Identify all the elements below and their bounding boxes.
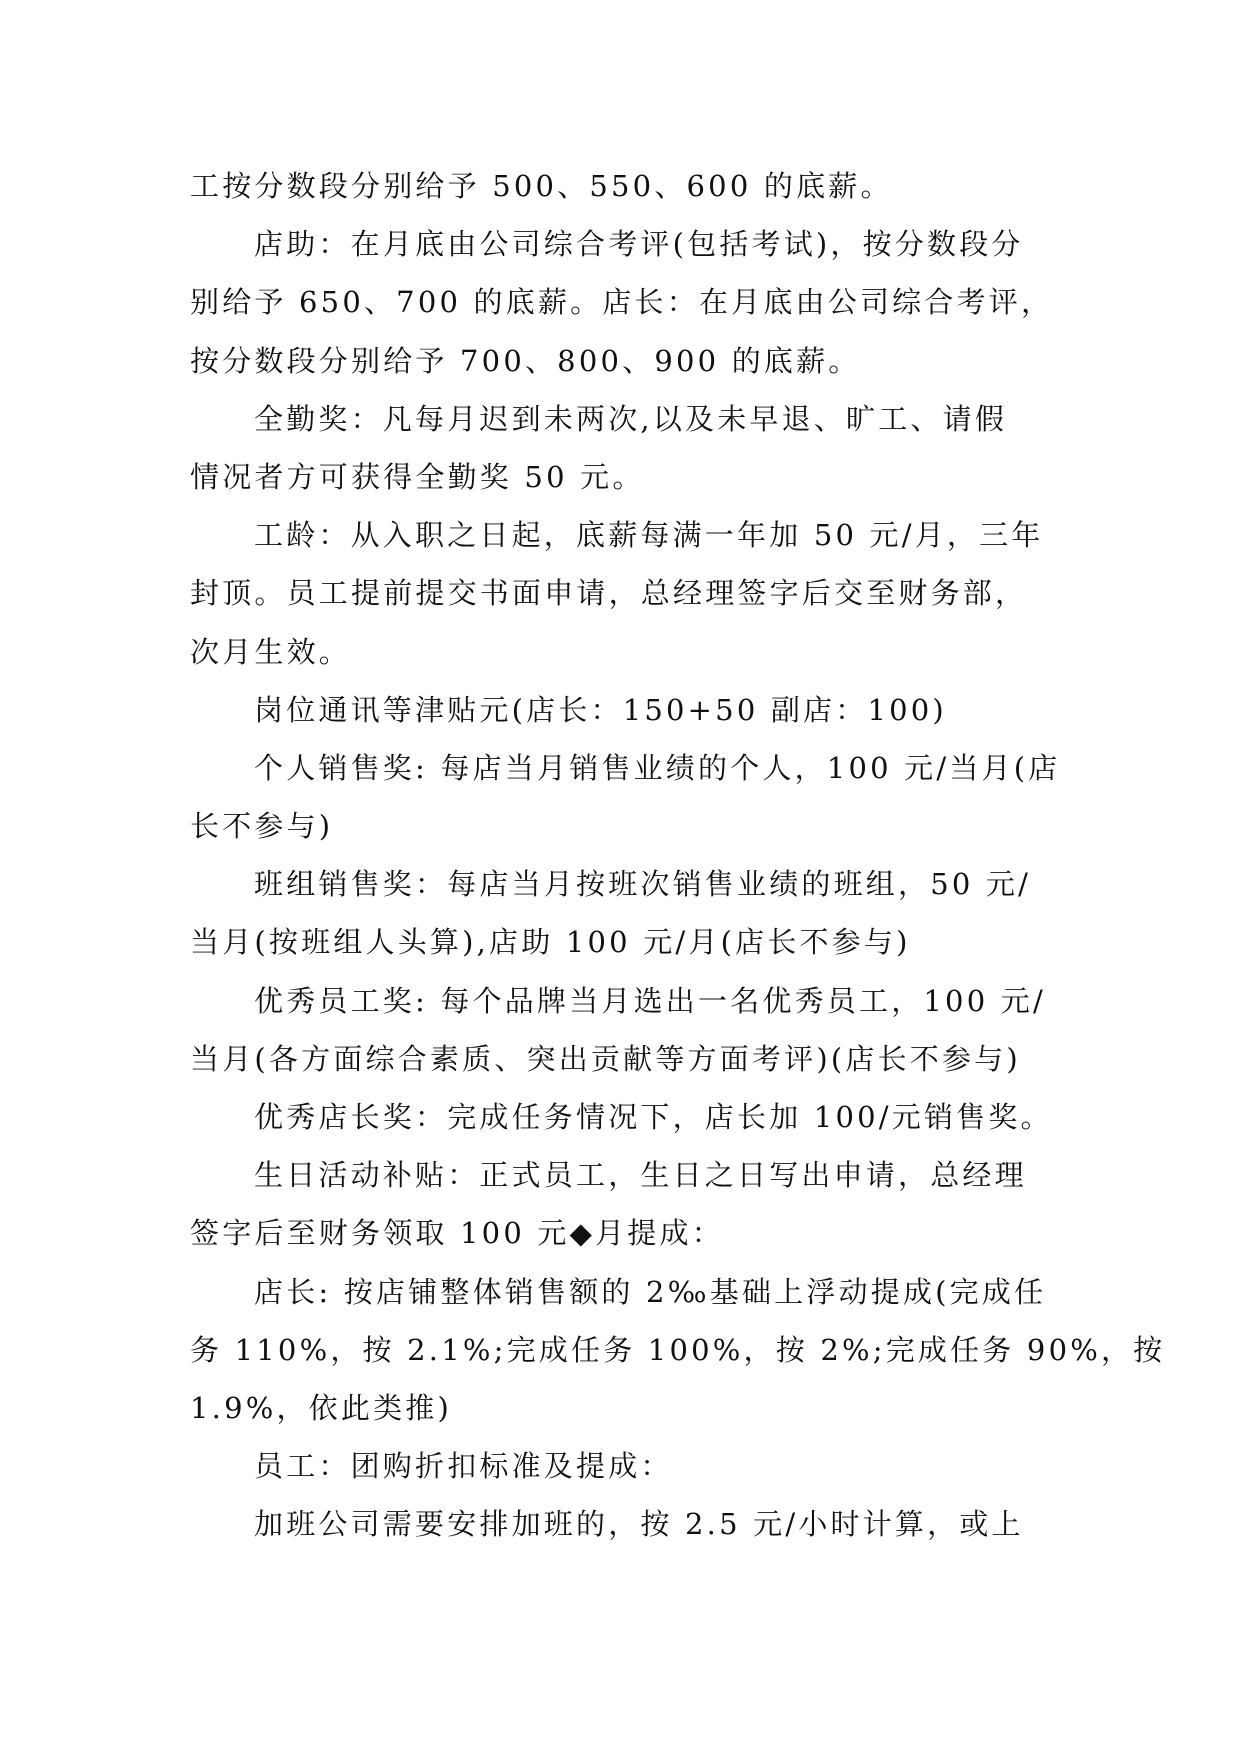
text-line: 务 110%，按 2.1%;完成任务 100%，按 2%;完成任务 90%，按 — [190, 1332, 1166, 1367]
text-line: 优秀店长奖：完成任务情况下，店长加 100/元销售奖。 — [254, 1100, 1053, 1134]
paragraph-outstanding-employee-bonus — [190, 972, 1060, 1088]
paragraph-team-sales-bonus — [190, 855, 1060, 971]
text-line: 别给予 650、700 的底薪。店长：在月底由公司综合考评， — [190, 285, 1054, 320]
text-line: 长不参与) — [190, 809, 334, 844]
text-line: 店长: 按店铺整体销售额的 2‰基础上浮动提成(完成任 — [254, 1274, 1047, 1309]
paragraph-outstanding-manager-bonus — [190, 1088, 1060, 1146]
text-line: 班组销售奖：每店当月按班次销售业绩的班组，50 元/ — [254, 867, 1032, 902]
text-line: 优秀员工奖: 每个品牌当月选出一名优秀员工，100 元/ — [254, 983, 1046, 1018]
paragraph-birthday-subsidy — [190, 1146, 1060, 1262]
text-line: 当月(按班组人头算),店助 100 元/月(店长不参与) — [190, 925, 911, 960]
paragraph-overtime — [190, 1495, 1060, 1553]
text-line: 次月生效。 — [190, 634, 352, 669]
text-line: 情况者方可获得全勤奖 50 元。 — [190, 459, 645, 494]
text-line: 全勤奖：凡每月迟到未两次,以及未早退、旷工、请假 — [254, 401, 1008, 436]
paragraph-attendance-bonus — [190, 390, 1060, 506]
text-line: 工按分数段分别给予 500、550、600 的底薪。 — [190, 169, 893, 203]
paragraph-employee-commission — [190, 1437, 1060, 1495]
text-line: 员工：团购折扣标准及提成： — [254, 1449, 673, 1484]
text-line: 加班公司需要安排加班的，按 2.5 元/小时计算，或上 — [254, 1507, 1024, 1542]
paragraph-manager-commission — [190, 1263, 1166, 1438]
paragraph-base-salary-continuation — [190, 157, 1060, 215]
text-line: 封顶。员工提前提交书面申请，总经理签字后交至财务部， — [190, 576, 1028, 611]
text-line: 1.9%，依此类推) — [190, 1390, 452, 1425]
text-line: 生日活动补贴：正式员工，生日之日写出申请，总经理 — [254, 1158, 1027, 1193]
text-line: 工龄：从入职之日起，底薪每满一年加 50 元/月，三年 — [254, 518, 1044, 553]
paragraph-personal-sales-bonus — [190, 739, 1060, 855]
text-line: 岗位通讯等津贴元(店长：150+50 副店：100) — [254, 692, 947, 727]
text-line: 当月(各方面综合素质、突出贡献等方面考评)(店长不参与) — [190, 1041, 1021, 1076]
paragraph-position-allowance — [190, 681, 1060, 739]
text-line: 店助：在月底由公司综合考评(包括考试)，按分数段分 — [254, 227, 1024, 262]
paragraph-assistant-manager-salary — [190, 215, 1060, 390]
text-line: 按分数段分别给予 700、800、900 的底薪。 — [190, 343, 861, 378]
text-line: 个人销售奖: 每店当月销售业绩的个人，100 元/当月(店 — [254, 750, 1061, 785]
text-line: 签字后至财务领取 100 元◆月提成： — [190, 1216, 724, 1251]
paragraph-seniority — [190, 506, 1060, 681]
document-body — [190, 157, 1166, 1554]
